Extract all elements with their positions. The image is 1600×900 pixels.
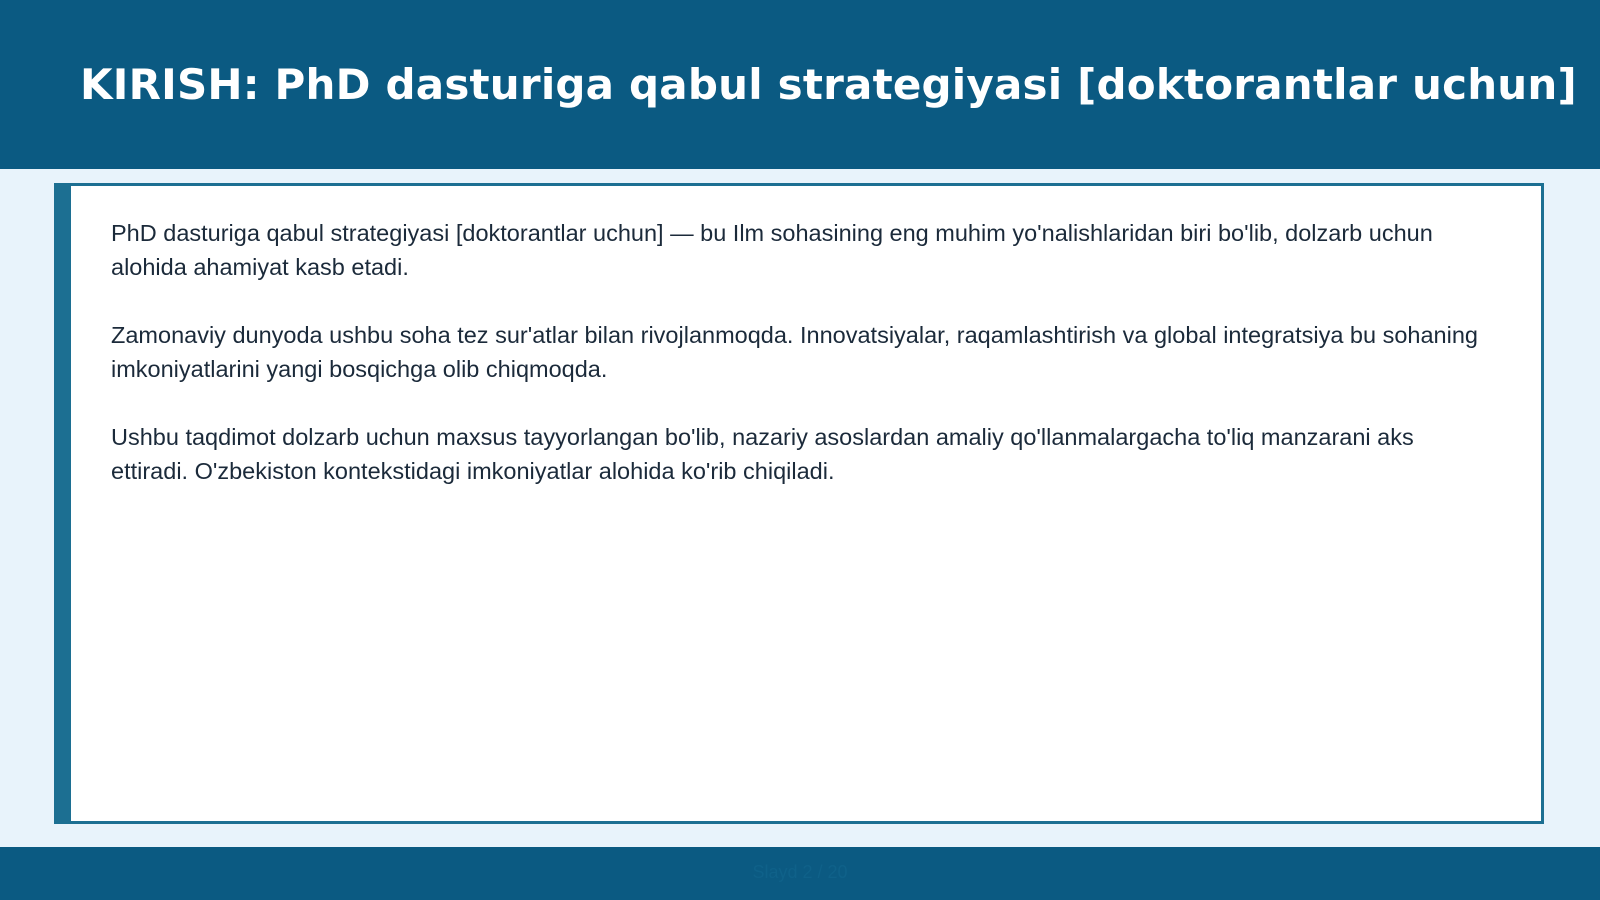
- slide-footer: [0, 847, 1600, 900]
- slide-header: [0, 0, 1600, 169]
- intro-paragraph-3: Ushbu taqdimot dolzarb uchun maxsus tayyorlangan bo'lib, nazariy asoslardan amaliy qo'llanmalargacha to'liq manzarani aks ettiradi. O'zbekiston kontekstidagi imkoniyatlar alohida ko'rib chiqiladi.: [111, 424, 1414, 484]
- content-card: [54, 183, 1544, 824]
- intro-paragraph-2: Zamonaviy dunyoda ushbu soha tez sur'atlar bilan rivojlanmoqda. Innovatsiyalar, raqamlashtirish va global integratsiya bu sohaning imkoniyatlarini yangi bosqichga olib chiqmoqda.: [111, 322, 1478, 382]
- slide-number: Slayd 2 / 20: [752, 862, 848, 882]
- content-text: [111, 216, 1491, 522]
- slide-title: KIRISH: PhD dasturiga qabul strategiyasi [doktorantlar uchun]: [80, 60, 1577, 109]
- intro-paragraph-1: PhD dasturiga qabul strategiyasi [doktorantlar uchun] — bu Ilm sohasining eng muhim yo'nalishlaridan biri bo'lib, dolzarb uchun alohida ahamiyat kasb etadi.: [111, 220, 1433, 280]
